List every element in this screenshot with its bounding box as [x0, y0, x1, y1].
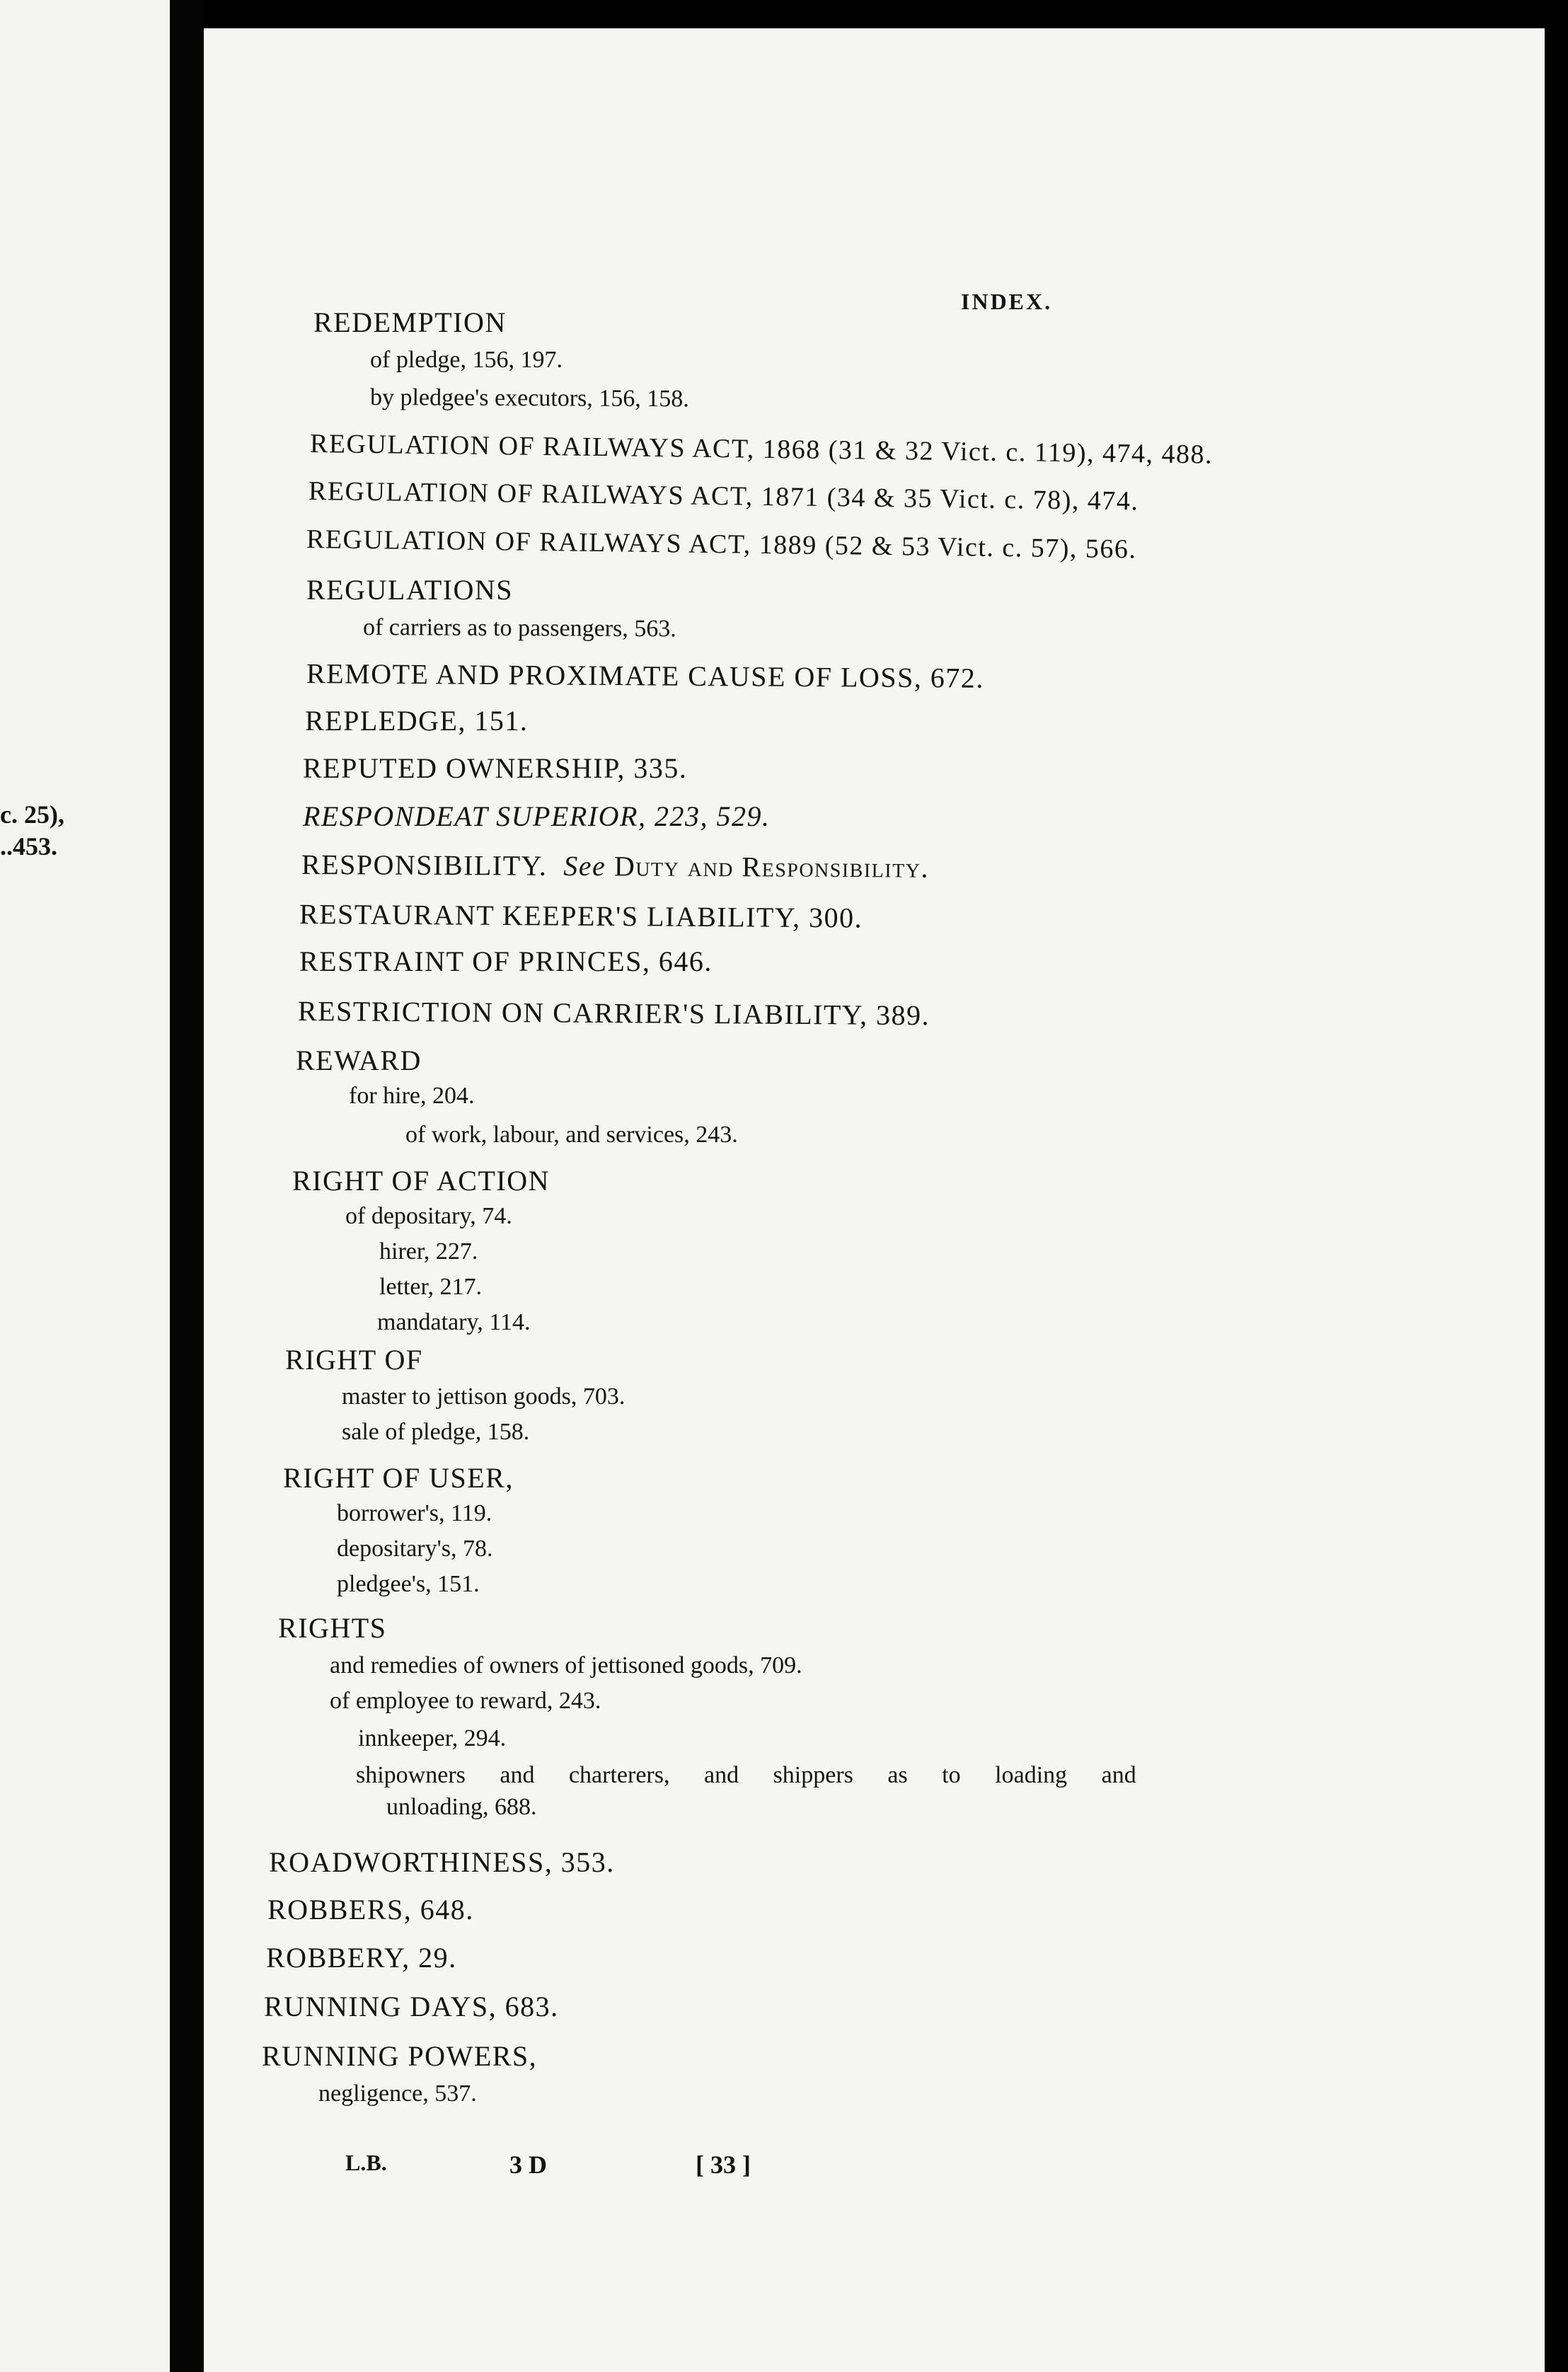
index-subentry: for hire, 204.: [349, 1083, 475, 1109]
index-heading: REMOTE AND PROXIMATE CAUSE OF LOSS, 672.: [306, 657, 985, 694]
index-subentry: innkeeper, 294.: [358, 1725, 507, 1751]
index-heading: RIGHT OF ACTION: [292, 1165, 550, 1197]
index-heading: RIGHT OF USER,: [283, 1462, 514, 1494]
index-subentry: depositary's, 78.: [337, 1536, 493, 1562]
index-subentry: of work, labour, and services, 243.: [405, 1122, 738, 1148]
index-subentry: of pledge, 156, 197.: [370, 347, 563, 373]
index-heading: RESPONDEAT SUPERIOR, 223, 529.: [303, 800, 771, 832]
index-subentry: letter, 217.: [379, 1274, 482, 1300]
index-page: [204, 28, 1545, 2372]
index-heading: RUNNING DAYS, 683.: [264, 1991, 559, 2022]
index-heading: REGULATION OF RAILWAYS ACT, 1871 (34 & 35 Vict. c. 78), 474.: [308, 476, 1139, 517]
index-subentry: master to jettison goods, 703.: [342, 1383, 626, 1410]
footer-signature: 3 D: [509, 2151, 547, 2179]
index-heading: REPUTED OWNERSHIP, 335.: [303, 752, 688, 784]
running-head: INDEX.: [961, 289, 1053, 314]
index-heading: REPLEDGE, 151.: [305, 705, 529, 737]
index-subentry: and remedies of owners of jettisoned goods, 709.: [330, 1652, 802, 1679]
index-subentry: shipowners and charterers, and shippers as to loading and: [356, 1762, 1136, 1788]
index-heading: REDEMPTION: [313, 306, 507, 338]
index-subentry: mandatary, 114.: [377, 1309, 531, 1335]
index-heading: REWARD: [296, 1044, 422, 1076]
page-number: [ 33 ]: [696, 2151, 751, 2179]
index-subentry: of carriers as to passengers, 563.: [362, 614, 676, 643]
index-heading: ROADWORTHINESS, 353.: [269, 1846, 615, 1878]
index-subentry: of depositary, 74.: [345, 1203, 512, 1229]
index-subentry: by pledgee's executors, 156, 158.: [369, 384, 689, 413]
book-spine: [170, 0, 204, 2372]
index-subentry: borrower's, 119.: [337, 1500, 492, 1526]
index-heading: REGULATION OF RAILWAYS ACT, 1868 (31 & 32 Vict. c. 119), 474, 488.: [309, 429, 1214, 470]
index-heading: RESTRICTION ON CARRIER'S LIABILITY, 389.: [297, 995, 930, 1032]
index-subentry: of employee to reward, 243.: [330, 1688, 601, 1714]
index-subentry: hirer, 227.: [379, 1238, 478, 1265]
index-heading: RESTAURANT KEEPER'S LIABILITY, 300.: [299, 898, 863, 934]
facing-page-fragment: ..453.: [0, 832, 57, 860]
facing-page-fragment: c. 25),: [0, 800, 64, 829]
index-subentry: negligence, 537.: [318, 2080, 477, 2107]
facing-page-edge: [0, 0, 170, 2372]
index-heading: REGULATIONS: [306, 574, 514, 606]
index-subentry: sale of pledge, 158.: [342, 1419, 530, 1445]
index-subentry: pledgee's, 151.: [337, 1571, 480, 1597]
index-heading: RUNNING POWERS,: [262, 2040, 538, 2072]
index-heading: ROBBERS, 648.: [267, 1894, 474, 1925]
index-subentry: unloading, 688.: [386, 1794, 537, 1820]
index-heading: RIGHTS: [278, 1612, 387, 1644]
index-heading: RESPONSIBILITY. See Duty and Responsibility.: [301, 848, 930, 884]
index-heading: REGULATION OF RAILWAYS ACT, 1889 (52 & 53 Vict. c. 57), 566.: [306, 524, 1137, 565]
index-heading: RESTRAINT OF PRINCES, 646.: [299, 945, 713, 977]
index-heading: RIGHT OF: [285, 1344, 423, 1376]
index-heading: ROBBERY, 29.: [266, 1942, 457, 1974]
footer-left-mark: L.B.: [345, 2150, 387, 2175]
